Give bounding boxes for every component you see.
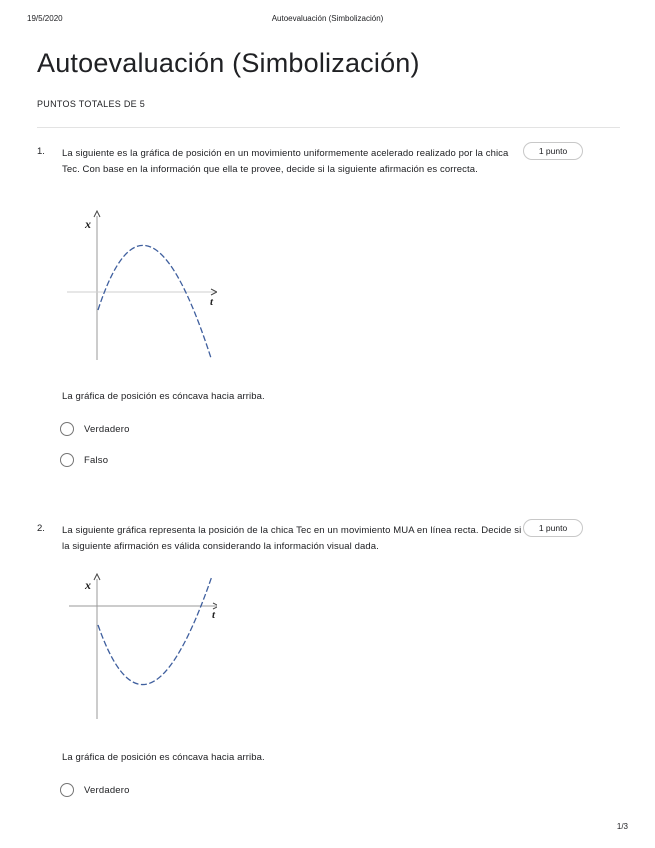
position-time-graph xyxy=(57,210,217,366)
radio-icon[interactable] xyxy=(60,453,74,467)
option-label: Verdadero xyxy=(84,785,130,796)
position-curve xyxy=(98,245,211,358)
t-axis-label: t xyxy=(212,609,216,621)
points-badge: 1 punto xyxy=(523,519,583,537)
form-title: Autoevaluación (Simbolización) xyxy=(37,48,420,78)
print-header xyxy=(0,14,655,28)
question-text: La siguiente gráfica representa la posición de la chica Tec en un movimiento MUA en línea recta. Decide si la siguiente afirmación es válida considerando la información visual dada. xyxy=(62,525,522,552)
t-axis-label: t xyxy=(210,296,214,308)
option-label: Falso xyxy=(84,455,109,466)
question-number: 2. xyxy=(37,523,45,534)
points-badge: 1 punto xyxy=(523,142,583,160)
question-text: La siguiente es la gráfica de posición en un movimiento uniformemente acelerado realizado por la chica Tec. Con base en la información que ella te provee, decide si la siguiente afirmación es correcta. xyxy=(62,148,509,175)
print-title: Autoevaluación (Simbolización) xyxy=(271,14,384,23)
question-statement: La gráfica de posición es cóncava hacia arriba. xyxy=(62,752,265,763)
question-statement: La gráfica de posición es cóncava hacia arriba. xyxy=(62,391,265,402)
radio-icon[interactable] xyxy=(60,422,74,436)
position-curve xyxy=(98,576,212,685)
radio-icon[interactable] xyxy=(60,783,74,797)
question-number: 1. xyxy=(37,146,45,157)
x-axis-label: x xyxy=(85,217,91,231)
position-time-graph xyxy=(57,573,217,723)
option-label: Verdadero xyxy=(84,424,130,435)
x-axis-label: x xyxy=(85,578,91,592)
page-number: 1/3 xyxy=(616,822,628,831)
print-date: 19/5/2020 xyxy=(27,14,63,23)
divider xyxy=(37,127,620,128)
total-points: PUNTOS TOTALES DE 5 xyxy=(37,99,146,109)
